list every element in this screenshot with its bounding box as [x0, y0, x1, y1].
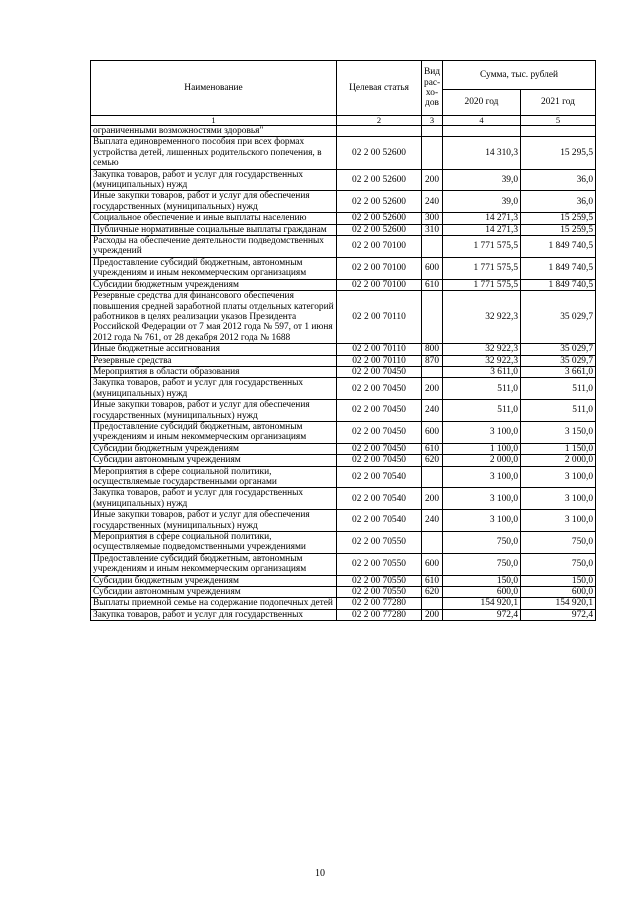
- row-vid-cell: [422, 236, 443, 258]
- row-vid-cell: 300: [422, 213, 443, 224]
- row-value-2021-cell: 15 259,5: [521, 224, 596, 235]
- row-value-2021-cell: 3 100,0: [521, 510, 596, 532]
- table-row: [91, 575, 596, 586]
- row-code-cell: 02 2 00 70100: [337, 257, 422, 279]
- row-code-cell: 02 2 00 70450: [337, 455, 422, 466]
- header-name: Наименование: [91, 61, 337, 116]
- row-name-cell: Мероприятия в сфере социальной политики, осуществляемые государственными органами: [91, 466, 337, 488]
- table-row: [91, 532, 596, 554]
- row-code-cell: 02 2 00 70110: [337, 291, 422, 344]
- row-code-cell: 02 2 00 52600: [337, 169, 422, 191]
- row-vid-cell: [422, 366, 443, 377]
- row-name-cell: Иные закупки товаров, работ и услуг для обеспечения государственных (муниципальных) нужд: [91, 400, 337, 422]
- row-name-cell: Социальное обеспечение и иные выплаты населению: [91, 213, 337, 224]
- row-name-cell: Выплата единовременного пособия при всех формах устройства детей, лишенных родительского попечения, в семью: [91, 137, 337, 169]
- row-name-cell: Иные закупки товаров, работ и услуг для обеспечения государственных (муниципальных) нужд: [91, 510, 337, 532]
- row-name-cell: Субсидии бюджетным учреждениям: [91, 575, 337, 586]
- row-value-2020-cell: 150,0: [443, 575, 521, 586]
- row-value-2020-cell: 1 100,0: [443, 443, 521, 454]
- row-name-cell: Закупка товаров, работ и услуг для государственных (муниципальных) нужд: [91, 378, 337, 400]
- column-index-cell: 5: [521, 116, 596, 126]
- row-vid-cell: 200: [422, 488, 443, 510]
- row-vid-cell: [422, 137, 443, 169]
- row-value-2020-cell: 511,0: [443, 400, 521, 422]
- row-value-2020-cell: 32 922,3: [443, 355, 521, 366]
- row-name-cell: Субсидии бюджетным учреждениям: [91, 279, 337, 290]
- row-vid-cell: 240: [422, 510, 443, 532]
- row-name-cell: Субсидии бюджетным учреждениям: [91, 443, 337, 454]
- row-vid-cell: 610: [422, 443, 443, 454]
- row-value-2020-cell: [443, 126, 521, 137]
- column-index-cell: 3: [422, 116, 443, 126]
- row-code-cell: 02 2 00 52600: [337, 213, 422, 224]
- row-vid-cell: 620: [422, 455, 443, 466]
- row-name-cell: Мероприятия в сфере социальной политики, осуществляемые подведомственными учреждениями: [91, 532, 337, 554]
- row-value-2020-cell: 600,0: [443, 587, 521, 598]
- row-name-cell: Предоставление субсидий бюджетным, автономным учреждениям и иным некоммерческим организациям: [91, 421, 337, 443]
- row-code-cell: 02 2 00 70100: [337, 236, 422, 258]
- row-code-cell: 02 2 00 70450: [337, 421, 422, 443]
- table-body: [91, 126, 596, 621]
- row-value-2020-cell: 14 271,3: [443, 224, 521, 235]
- header-vid: Вид рас-хо-дов: [422, 61, 443, 116]
- table-row: [91, 443, 596, 454]
- row-value-2020-cell: 14 310,3: [443, 137, 521, 169]
- row-value-2021-cell: 972,4: [521, 609, 596, 620]
- row-value-2021-cell: 2 000,0: [521, 455, 596, 466]
- table-row: [91, 466, 596, 488]
- row-name-cell: Публичные нормативные социальные выплаты гражданам: [91, 224, 337, 235]
- row-vid-cell: 200: [422, 169, 443, 191]
- row-value-2020-cell: 32 922,3: [443, 344, 521, 355]
- row-value-2020-cell: 3 611,0: [443, 366, 521, 377]
- row-value-2021-cell: 1 849 740,5: [521, 257, 596, 279]
- row-code-cell: 02 2 00 52600: [337, 191, 422, 213]
- row-value-2020-cell: 3 100,0: [443, 466, 521, 488]
- row-value-2021-cell: 35 029,7: [521, 291, 596, 344]
- row-code-cell: 02 2 00 70450: [337, 443, 422, 454]
- row-value-2021-cell: 511,0: [521, 378, 596, 400]
- row-vid-cell: 600: [422, 421, 443, 443]
- row-value-2021-cell: 150,0: [521, 575, 596, 586]
- row-code-cell: [337, 126, 422, 137]
- row-value-2020-cell: 32 922,3: [443, 291, 521, 344]
- row-name-cell: Предоставление субсидий бюджетным, автономным учреждениям и иным некоммерческим организациям: [91, 553, 337, 575]
- row-value-2021-cell: 36,0: [521, 169, 596, 191]
- table-row: [91, 291, 596, 344]
- row-value-2021-cell: 15 259,5: [521, 213, 596, 224]
- table-row: [91, 257, 596, 279]
- row-value-2021-cell: 511,0: [521, 400, 596, 422]
- table-row: [91, 553, 596, 575]
- row-name-cell: Расходы на обеспечение деятельности подведомственных учреждений: [91, 236, 337, 258]
- header-code: Целевая статья: [337, 61, 422, 116]
- row-name-cell: Иные бюджетные ассигнования: [91, 344, 337, 355]
- row-vid-cell: 310: [422, 224, 443, 235]
- header-year-2020: 2020 год: [443, 89, 521, 115]
- row-code-cell: 02 2 00 77280: [337, 598, 422, 609]
- table-row: [91, 191, 596, 213]
- row-name-cell: Субсидии автономным учреждениям: [91, 587, 337, 598]
- column-index-row: [91, 116, 596, 126]
- header-year-2021: 2021 год: [521, 89, 596, 115]
- row-vid-cell: 240: [422, 400, 443, 422]
- row-vid-cell: [422, 126, 443, 137]
- table-row: [91, 455, 596, 466]
- table-row: [91, 344, 596, 355]
- row-value-2020-cell: 3 100,0: [443, 421, 521, 443]
- table-row: [91, 510, 596, 532]
- row-value-2021-cell: 1 150,0: [521, 443, 596, 454]
- row-value-2020-cell: 1 771 575,5: [443, 236, 521, 258]
- row-value-2021-cell: 35 029,7: [521, 355, 596, 366]
- row-name-cell: Субсидии автономным учреждениям: [91, 455, 337, 466]
- row-name-cell: Выплаты приемной семье на содержание подопечных детей: [91, 598, 337, 609]
- table-row: [91, 355, 596, 366]
- row-name-cell: Закупка товаров, работ и услуг для государственных (муниципальных) нужд: [91, 169, 337, 191]
- row-value-2021-cell: [521, 126, 596, 137]
- row-value-2021-cell: 1 849 740,5: [521, 236, 596, 258]
- table-row: [91, 137, 596, 169]
- row-code-cell: 02 2 00 70540: [337, 488, 422, 510]
- row-name-cell: Резервные средства для финансового обеспечения повышения средней заработной платы отдельных категорий работников в целях реализации указов Президента Российской Федерации от 7 мая 2012 года № 597, от 1 июня 2012 года № 761, от 28 декабря 2012 года № 1688: [91, 291, 337, 344]
- row-code-cell: 02 2 00 70550: [337, 575, 422, 586]
- row-value-2020-cell: 750,0: [443, 532, 521, 554]
- row-code-cell: 02 2 00 70550: [337, 587, 422, 598]
- table-header-row: [91, 61, 596, 90]
- column-index-cell: 4: [443, 116, 521, 126]
- table-row: [91, 213, 596, 224]
- table-row: [91, 224, 596, 235]
- row-value-2020-cell: 2 000,0: [443, 455, 521, 466]
- row-value-2021-cell: 600,0: [521, 587, 596, 598]
- column-index-cell: 1: [91, 116, 337, 126]
- row-value-2020-cell: 3 100,0: [443, 488, 521, 510]
- row-name-cell: Резервные средства: [91, 355, 337, 366]
- column-index-cell: 2: [337, 116, 422, 126]
- row-vid-cell: 600: [422, 553, 443, 575]
- row-value-2021-cell: 35 029,7: [521, 344, 596, 355]
- row-name-cell: Предоставление субсидий бюджетным, автономным учреждениям и иным некоммерческим организациям: [91, 257, 337, 279]
- row-value-2020-cell: 39,0: [443, 191, 521, 213]
- row-value-2021-cell: 3 150,0: [521, 421, 596, 443]
- row-vid-cell: [422, 598, 443, 609]
- row-vid-cell: 800: [422, 344, 443, 355]
- row-code-cell: 02 2 00 52600: [337, 137, 422, 169]
- row-value-2020-cell: 154 920,1: [443, 598, 521, 609]
- row-value-2021-cell: 36,0: [521, 191, 596, 213]
- budget-table: [90, 60, 596, 621]
- table-row: [91, 366, 596, 377]
- row-name-cell: Закупка товаров, работ и услуг для государственных (муниципальных) нужд: [91, 488, 337, 510]
- row-value-2021-cell: 1 849 740,5: [521, 279, 596, 290]
- header-sum: Сумма, тыс. рублей: [443, 61, 596, 90]
- table-row: [91, 609, 596, 620]
- row-code-cell: 02 2 00 70110: [337, 355, 422, 366]
- row-value-2021-cell: 3 100,0: [521, 488, 596, 510]
- row-vid-cell: [422, 532, 443, 554]
- row-code-cell: 02 2 00 70450: [337, 400, 422, 422]
- row-vid-cell: 620: [422, 587, 443, 598]
- row-vid-cell: 610: [422, 279, 443, 290]
- row-value-2021-cell: 750,0: [521, 532, 596, 554]
- row-vid-cell: 600: [422, 257, 443, 279]
- table-row: [91, 126, 596, 137]
- row-value-2020-cell: 3 100,0: [443, 510, 521, 532]
- row-code-cell: 02 2 00 70540: [337, 510, 422, 532]
- row-name-cell: ограниченными возможностями здоровья": [91, 126, 337, 137]
- row-value-2020-cell: 39,0: [443, 169, 521, 191]
- row-vid-cell: 200: [422, 378, 443, 400]
- row-value-2020-cell: 972,4: [443, 609, 521, 620]
- table-row: [91, 279, 596, 290]
- table-row: [91, 598, 596, 609]
- row-name-cell: Иные закупки товаров, работ и услуг для обеспечения государственных (муниципальных) нужд: [91, 191, 337, 213]
- row-code-cell: 02 2 00 70450: [337, 366, 422, 377]
- row-code-cell: 02 2 00 77280: [337, 609, 422, 620]
- row-value-2021-cell: 3 661,0: [521, 366, 596, 377]
- table-row: [91, 169, 596, 191]
- row-value-2020-cell: 511,0: [443, 378, 521, 400]
- table-row: [91, 378, 596, 400]
- row-value-2020-cell: 750,0: [443, 553, 521, 575]
- row-vid-cell: [422, 291, 443, 344]
- row-code-cell: 02 2 00 70550: [337, 553, 422, 575]
- row-code-cell: 02 2 00 70100: [337, 279, 422, 290]
- table-row: [91, 488, 596, 510]
- row-vid-cell: 200: [422, 609, 443, 620]
- row-code-cell: 02 2 00 70110: [337, 344, 422, 355]
- row-vid-cell: [422, 466, 443, 488]
- table-row: [91, 587, 596, 598]
- row-code-cell: 02 2 00 52600: [337, 224, 422, 235]
- row-code-cell: 02 2 00 70540: [337, 466, 422, 488]
- table-row: [91, 421, 596, 443]
- row-vid-cell: 870: [422, 355, 443, 366]
- row-name-cell: Мероприятия в области образования: [91, 366, 337, 377]
- row-value-2020-cell: 1 771 575,5: [443, 257, 521, 279]
- row-value-2021-cell: 154 920,1: [521, 598, 596, 609]
- row-value-2020-cell: 14 271,3: [443, 213, 521, 224]
- table-row: [91, 236, 596, 258]
- page-number: 10: [315, 868, 325, 879]
- row-value-2021-cell: 3 100,0: [521, 466, 596, 488]
- row-value-2020-cell: 1 771 575,5: [443, 279, 521, 290]
- row-vid-cell: 610: [422, 575, 443, 586]
- row-value-2021-cell: 15 295,5: [521, 137, 596, 169]
- row-code-cell: 02 2 00 70550: [337, 532, 422, 554]
- row-vid-cell: 240: [422, 191, 443, 213]
- row-code-cell: 02 2 00 70450: [337, 378, 422, 400]
- table-row: [91, 400, 596, 422]
- row-value-2021-cell: 750,0: [521, 553, 596, 575]
- row-name-cell: Закупка товаров, работ и услуг для государственных: [91, 609, 337, 620]
